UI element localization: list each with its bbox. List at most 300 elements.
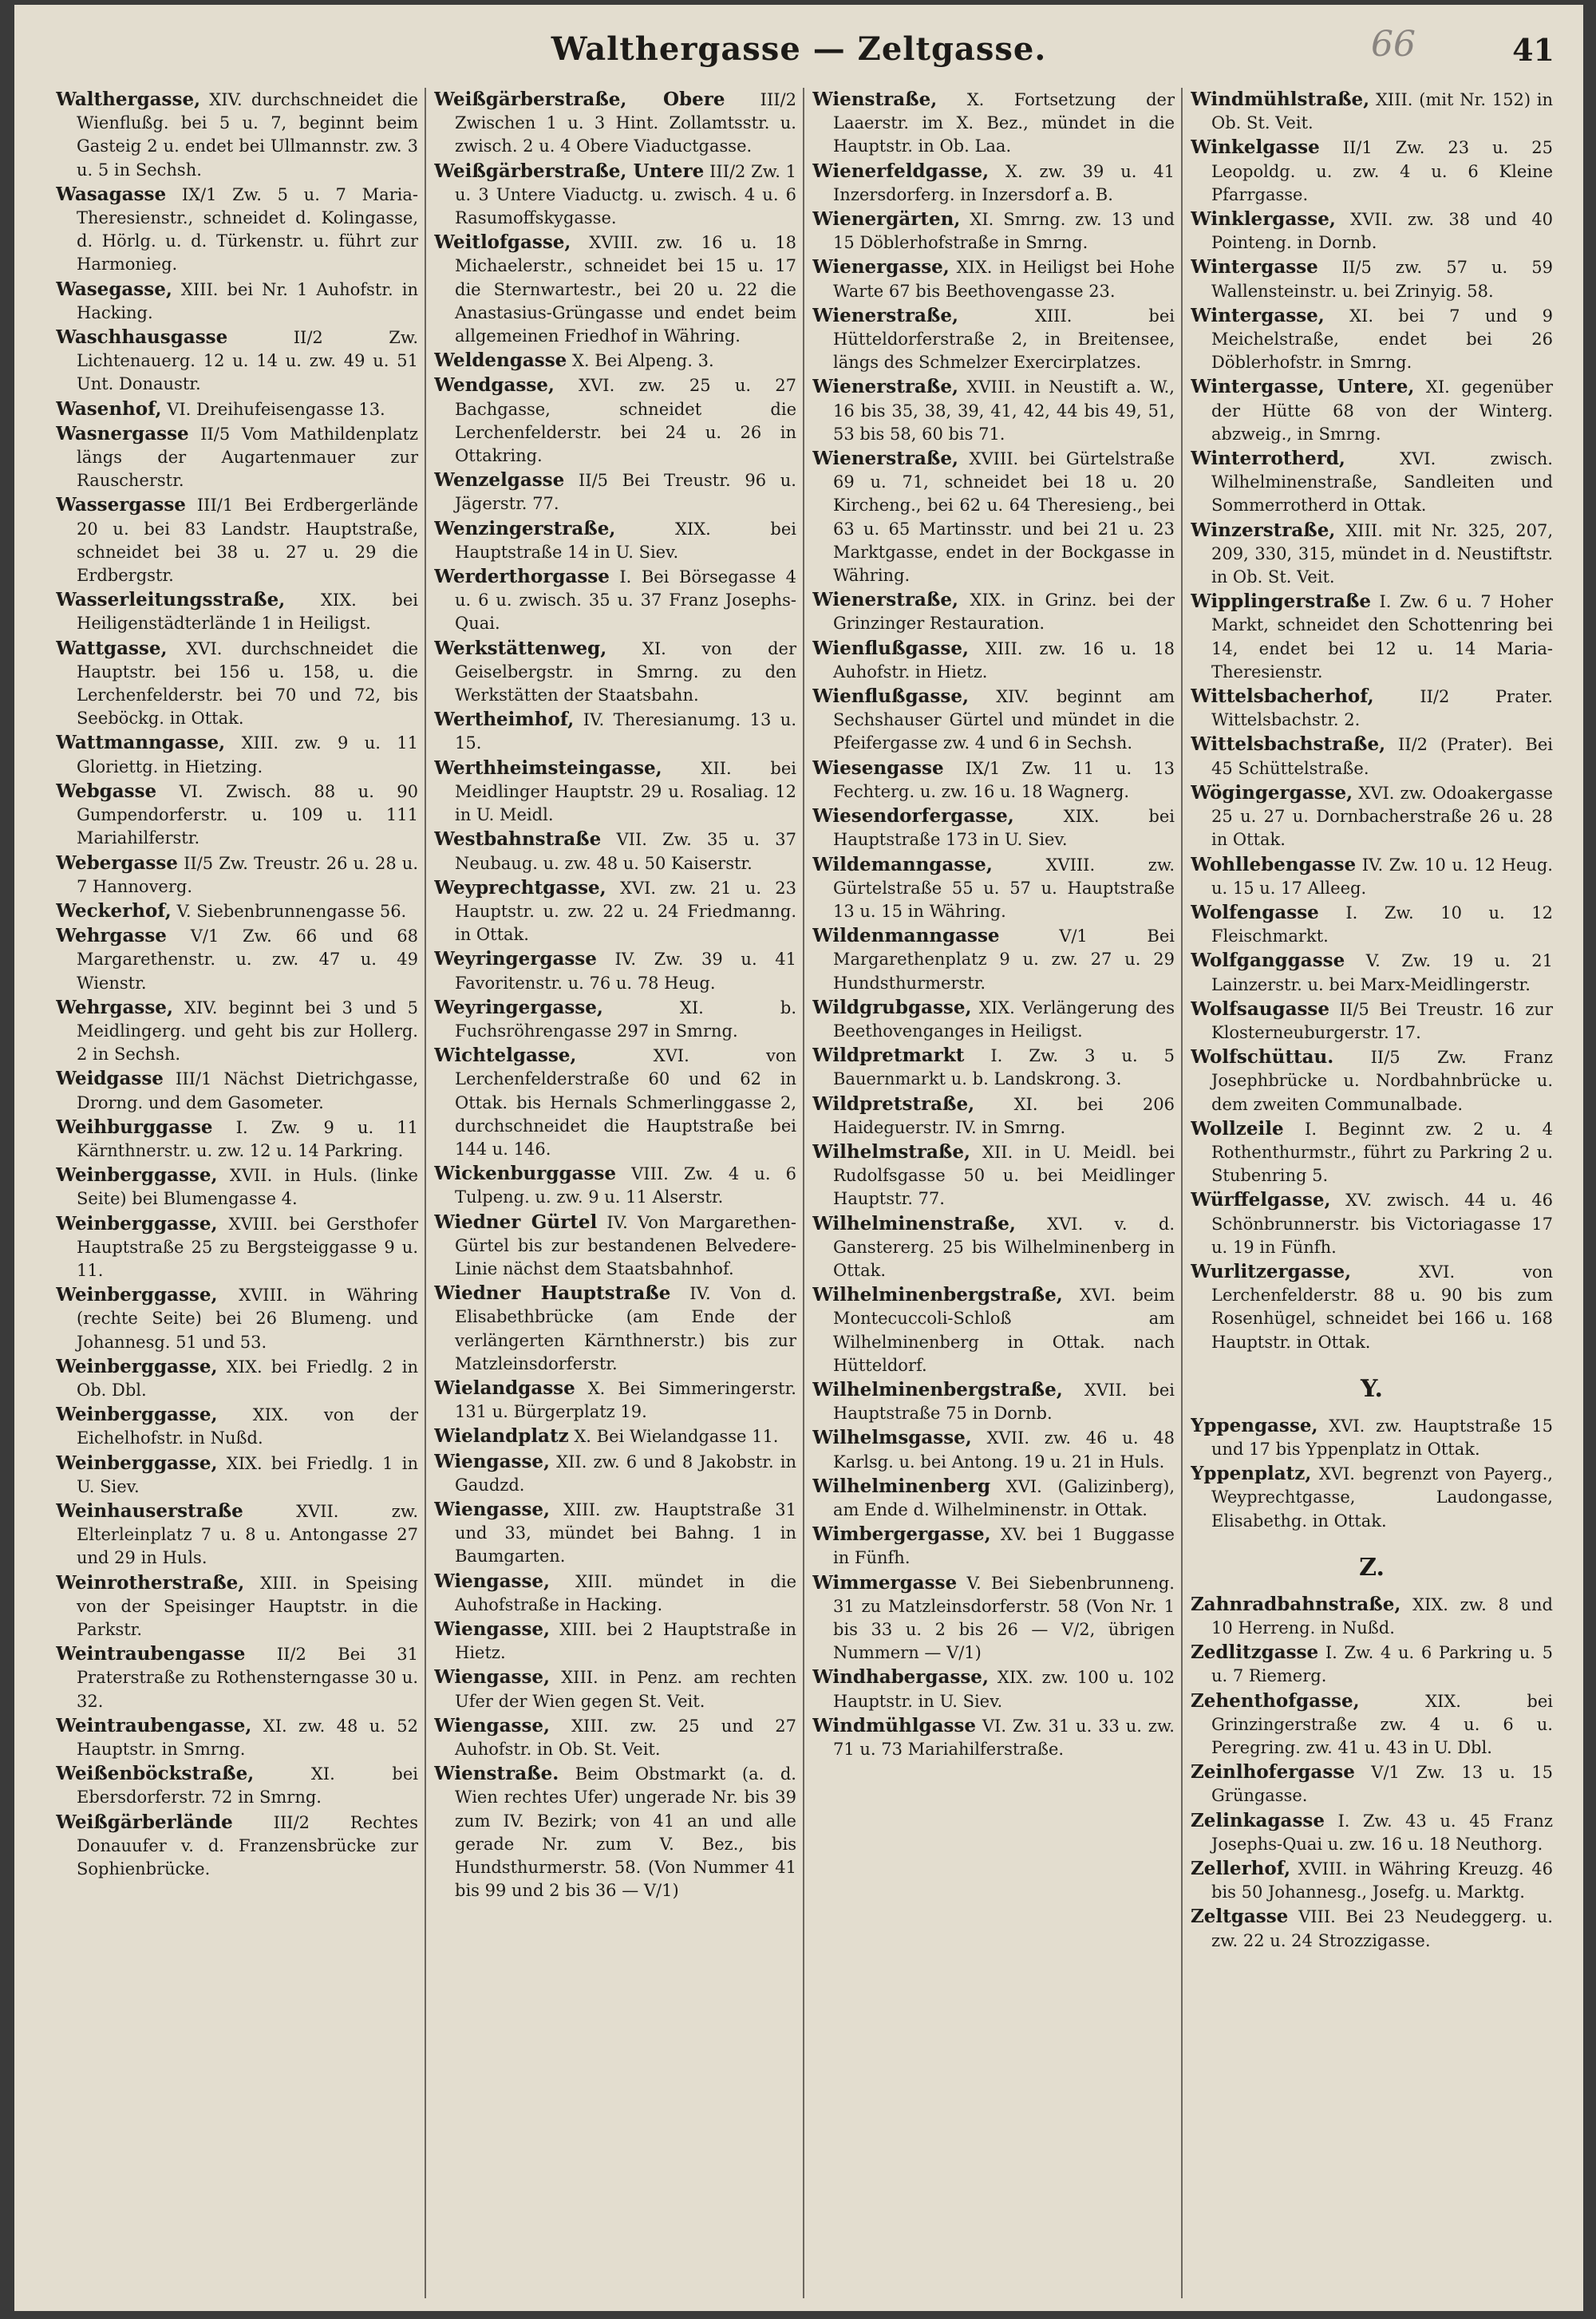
street-description: XIX. zw. 8 und 10 Herreng. in Nußd. [1211,1594,1553,1638]
street-name: Weißgärberstraße, Untere [434,160,705,182]
street-description: IV. Zw. 10 u. 12 Heug. u. 15 u. 17 Alleeg. [1211,855,1553,898]
street-description: XVII. bei Hauptstraße 75 in Dornb. [833,1380,1175,1424]
street-entry [434,996,796,1043]
street-name: Wildpretstraße, [812,1092,975,1115]
street-entry [812,757,1175,804]
street-entry [56,1499,418,1570]
street-entry [1191,255,1553,302]
street-name: Wasserleitungsstraße, [56,589,286,611]
street-description: II/1 Zw. 23 u. 25 Leopoldg. u. zw. 4 u. 6 Kleine Pfarrgasse. [1211,138,1553,204]
street-description: XIII. zw. 16 u. 18 Auhofstr. in Hietz. [833,638,1175,681]
street-name: Weihburggasse [56,1116,213,1138]
street-entry [434,947,796,994]
street-entry [56,1642,418,1713]
street-description: X. Fortsetzung der Laaerstr. im X. Bez., mündet in die Hauptstr. in Ob. Laa. [833,90,1175,156]
section-letter: Y. [1361,1374,1383,1403]
street-entry [812,1665,1175,1713]
street-description: III/2 Rechtes Donauufer v. d. Franzensbrücke zur Sophienbrücke. [77,1812,418,1879]
street-entry [434,1377,796,1424]
street-entry [434,160,796,231]
street-name: Wolfschüttau. [1191,1046,1334,1069]
street-name: Windhabergasse, [812,1666,989,1689]
street-description: XI. gegenüber der Hütte 68 von der Winterg. abzweig., in Smrng. [1211,377,1553,444]
street-name: Wittelsbachstraße, [1191,733,1386,756]
street-entry [56,1283,418,1354]
street-description: IV. Von Margarethen-Gürtel bis zur bestandenen Belvedere-Linie nächst dem Staatsbahnhof. [455,1212,796,1278]
street-description: XI. von der Geiselbergstr. in Smrng. zu den Werkstätten der Staatsbahn. [455,638,796,705]
street-description: XVII. zw. 46 u. 48 Karlsg. u. bei Antong. 19 u. 21 in Huls. [833,1428,1175,1472]
street-description: XVI. zw. 25 u. 27 Bachgasse, schneidet die Lerchenfelderstr. bei 24 u. 26 in Ottakring. [455,376,796,466]
street-description: XII. zw. 6 und 8 Jakobstr. in Gaudzd. [455,1452,796,1495]
street-entry [56,1067,418,1114]
street-description: XIII. bei Nr. 1 Auhofstr. in Hacking. [77,279,418,322]
street-name: Waschhausgasse [56,326,228,349]
street-description: I. Bei Börsegasse 4 u. 6 u. zwisch. 35 u. 37 Franz Josephs-Quai. [455,567,796,634]
street-entry [56,493,418,587]
street-name: Wienerstraße, [812,304,958,326]
street-entry [1191,1188,1553,1259]
street-name: Wienstraße. [434,1763,559,1785]
street-description: XIX. bei Friedlg. 2 in Ob. Dbl. [77,1357,418,1400]
street-name: Wiengasse, [434,1570,551,1592]
street-description: II/5 Vom Mathildenplatz längs der Augartenmauer zur Rauscherstr. [77,424,418,491]
street-name: Wildemanngasse, [812,853,993,875]
section-letter: Z. [1359,1553,1385,1582]
street-entry [812,1140,1175,1211]
street-entry [434,1618,796,1665]
street-name: Wilhelminenberg [812,1475,991,1497]
street-name: Wollzeile [1191,1117,1284,1140]
street-description: III/1 Nächst Dietrichgasse, Drorng. und dem Gasometer. [77,1069,418,1112]
street-description: II/2 Bei 31 Praterstraße zu Rothensterngasse 30 u. 32. [77,1645,418,1711]
street-entry [1191,1117,1553,1188]
street-entry [434,637,796,708]
page-header [14,21,1583,77]
street-name: Walthergasse, [56,89,201,110]
street-entry [434,1450,796,1497]
street-name: Wiesengasse [812,757,944,779]
street-entry [434,349,796,373]
street-name: Wenzelgasse [434,469,565,492]
street-entry [812,1714,1175,1761]
street-description: XVI. beim Montecuccoli-Schloß am Wilhelminenberg in Ottak. nach Hütteldorf. [833,1286,1175,1375]
street-entry [812,588,1175,635]
street-entry [812,304,1175,375]
street-entry [434,1044,796,1161]
street-description: IX/1 Zw. 11 u. 13 Fechterg. u. zw. 16 u. 18 Wagnerg. [833,758,1175,801]
street-name: Wienergärten, [812,208,961,231]
street-description: XIII. in Penz. am rechten Ufer der Wien gegen St. Veit. [455,1668,796,1711]
street-name: Wichtelgasse, [434,1045,577,1067]
street-description: XII. bei Meidlinger Hauptstr. 29 u. Rosaliag. 12 in U. Meidl. [455,758,796,825]
street-name: Wintergasse [1191,256,1318,279]
street-description: XVI. v. d. Ganstererg. 25 bis Wilhelminenberg in Ottak. [833,1214,1175,1280]
street-entry [1191,853,1553,900]
street-description: XII. in U. Meidl. bei Rudolfsgasse 50 u. bei Meidlinger Hauptstr. 77. [833,1142,1175,1209]
street-name: Wickenburggasse [434,1163,616,1185]
street-name: Wasegasse, [56,278,172,300]
street-name: Wassergasse [56,494,186,516]
street-entry [1191,1045,1553,1116]
street-name: Webergasse [56,851,178,874]
column-3 [812,88,1183,2298]
street-name: Weitlofgasse, [434,231,571,254]
street-description: I. Zw. 4 u. 6 Parkring u. 5 u. 7 Riemerg. [1211,1643,1553,1686]
street-description: Beim Obstmarkt (a. d. Wien rechtes Ufer) ungerade Nr. bis 39 zum IV. Bezirk; von 41 an und alle gerade Nr. zum V. Bez., bis Hundsthurmerstr. 58. (Von Nummer 41 bis 99 und 2 bis 36 — V/1) [455,1764,796,1901]
street-description: I. Zw. 6 u. 7 Hoher Markt, schneidet den Schottenring bei 14, endet bei 12 u. 14 Maria-Theresienstr. [1211,592,1553,681]
street-description: XIV. beginnt am Sechshauser Gürtel und mündet in die Pfeifergasse zw. 4 und 6 in Sechsh. [833,687,1175,753]
street-entry [812,1378,1175,1425]
street-name: Wasagasse [56,183,167,205]
street-name: Wolfganggasse [1191,950,1345,972]
street-description: XV. zwisch. 44 u. 46 Schönbrunnerstr. bis Victoriagasse 17 u. 19 in Fünfh. [1211,1191,1553,1257]
street-description: VIII. Bei 23 Neudeggerg. u. zw. 22 u. 24 Strozzigasse. [1211,1907,1553,1950]
street-entry [812,1212,1175,1283]
street-name: Wienerstraße, [812,376,958,398]
street-entry [1191,1414,1553,1461]
street-name: Wattgasse, [56,637,168,659]
street-description: XIII. mit Nr. 325, 207, 209, 330, 315, mündet in d. Neustiftstr. in Ob. St. Veit. [1211,520,1553,587]
street-description: V/1 Zw. 13 u. 15 Grüngasse. [1211,1763,1553,1806]
street-name: Wilhelminenbergstraße, [812,1378,1063,1400]
street-entry [1191,901,1553,948]
street-name: Webgasse [56,780,157,802]
street-entry [56,924,418,995]
street-entry [1191,1462,1553,1533]
street-name: Windmühlstraße, [1191,89,1370,110]
street-description: XVII. zw. 38 und 40 Pointeng. in Dornb. [1211,210,1553,253]
street-entry [434,565,796,636]
street-description: X. zw. 39 u. 41 Inzersdorferg. in Inzersdorf a. B. [833,161,1175,204]
street-name: Wenzingerstraße, [434,517,616,539]
street-entry [812,375,1175,446]
street-name: Wertheimhof, [434,709,575,731]
street-entry [812,1523,1175,1570]
street-description: IV. Von d. Elisabethbrücke (am Ende der verlängerten Kärnthnerstr.) bis zur Matzleinsdorferstr. [455,1284,796,1373]
street-description: XV. bei 1 Buggasse in Fünfh. [833,1525,1175,1568]
street-entry [812,1475,1175,1522]
street-description: XVI. zw. Hauptstraße 15 und 17 bis Yppenplatz in Ottak. [1211,1416,1553,1459]
street-description: II/5 Bei Treustr. 16 zur Klosterneuburgerstr. 17. [1211,999,1553,1042]
street-name: Wasnergasse [56,422,189,444]
street-name: Wildgrubgasse, [812,996,972,1018]
street-name: Weckerhof, [56,899,172,922]
street-entry [434,231,796,348]
street-description: XVIII. in Neustift a. W., 16 bis 35, 38, 39, 41, 42, 44 bis 49, 51, 53 bis 58, 60 bis 71. [833,377,1175,444]
street-name: Weldengasse [434,350,567,372]
street-name: Wehrgasse [56,925,167,947]
street-name: Wintergasse, Untere, [1191,376,1415,398]
street-name: Werthheimsteingasse, [434,757,662,779]
street-name: Zahnradbahnstraße, [1191,1593,1401,1615]
street-name: Werkstättenweg, [434,637,607,659]
street-directory-columns [56,88,1559,2298]
street-description: II/5 Bei Treustr. 96 u. Jägerstr. 77. [455,471,796,514]
street-name: Weidgasse [56,1068,164,1090]
street-name: Wienstraße, [812,89,938,110]
street-name: Zehenthofgasse, [1191,1689,1360,1712]
street-description: XVI. begrenzt von Payerg., Weyprechtgasse, Laudongasse, Elisabethg. in Ottak. [1211,1464,1553,1531]
street-entry [434,88,796,159]
street-description: II/2 (Prater). Bei 45 Schüttelstraße. [1211,735,1553,778]
street-description: XIX. bei Friedlg. 1 in U. Siev. [77,1453,418,1496]
street-entry [812,1426,1175,1473]
street-entry [56,1403,418,1450]
street-name: Winterrotherd, [1191,448,1345,470]
street-description: XIII. (mit Nr. 152) in Ob. St. Veit. [1211,90,1553,133]
street-description: XVI. durchschneidet die Hauptstr. bei 156 u. 158, u. die Lerchenfelderstr. bei 70 und 72, bis Seeböckg. in Ottak. [77,638,418,729]
street-entry [1191,88,1553,135]
street-entry [812,255,1175,302]
column-1 [56,88,426,2298]
street-entry [1191,1760,1553,1807]
street-entry [812,637,1175,684]
street-description: XVI. (Galizinberg), am Ende d. Wilhelminenstr. in Ottak. [833,1476,1175,1519]
street-entry [434,828,796,875]
street-description: XI. bei 206 Haideguerstr. IV. in Smrng. [833,1094,1175,1137]
street-description: VI. Zw. 31 u. 33 u. zw. 71 u. 73 Mariahilferstraße. [833,1716,1175,1760]
street-name: Zeinlhofergasse [1191,1761,1355,1784]
street-name: Wilhelminenstraße, [812,1212,1016,1235]
street-description: III/1 Bei Erdbergerlände 20 u. bei 83 Landstr. Hauptstraße, schneidet bei 38 u. 27 u. 29 die Erdbergstr. [77,496,418,586]
street-entry [1191,733,1553,780]
street-name: Wildpretmarkt [812,1045,965,1067]
street-entry [812,1092,1175,1140]
street-entry [56,326,418,397]
street-entry [1191,1689,1553,1760]
street-description: V/1 Bei Margarethenplatz 9 u. zw. 27 u. 29 Hundsthurmerstr. [833,926,1175,993]
street-entry [434,708,796,755]
street-name: Weinberggasse, [56,1404,218,1426]
street-entry [434,1162,796,1209]
street-name: Wolfengasse [1191,901,1319,923]
street-entry [1191,136,1553,207]
street-description: II/2 Zw. Lichtenauerg. 12 u. 14 u. zw. 49 u. 51 Unt. Donaustr. [77,328,418,394]
street-description: XIX. in Grinz. bei der Grinzinger Restauration. [833,591,1175,634]
street-description: XVIII. bei Gersthofer Hauptstraße 25 zu Bergsteiggasse 9 u. 11. [77,1214,418,1280]
street-name: Wattmanngasse, [56,732,226,754]
running-title: Walthergasse — Zeltgasse. [551,30,1047,68]
street-name: Wienerstraße, [812,589,958,611]
street-description: III/2 Zwischen 1 u. 3 Hint. Zollamtsstr. u. zwisch. 2 u. 4 Obere Viaductgasse. [455,90,796,156]
street-description: XIX. bei Hauptstraße 14 in U. Siev. [455,519,796,562]
street-description: I. Beginnt zw. 2 u. 4 Rothenthurmstr., führt zu Parkring 2 u. Stubenring 5. [1211,1119,1553,1186]
street-entry [812,924,1175,995]
street-entry [56,637,418,731]
street-entry [56,1163,418,1211]
street-entry [56,1452,418,1499]
street-entry [434,468,796,516]
street-name: Wiengasse, [434,1498,551,1520]
street-entry [1191,685,1553,732]
street-description: VI. Dreihufeisengasse 13. [167,399,385,419]
street-name: Wienerfeldgasse, [812,160,990,182]
street-entry [434,1282,796,1376]
street-entry [434,1498,796,1569]
street-description: XIII. bei 2 Hauptstraße in Hietz. [455,1620,796,1663]
street-name: Weintraubengasse, [56,1714,252,1736]
street-description: XVIII. in Währing Kreuzg. 46 bis 50 Johannesg., Josefg. u. Marktg. [1211,1859,1553,1902]
street-description: XVIII. bei Gürtelstraße 69 u. 71, schneidet bei 18 u. 20 Kircheng., bei 62 u. 64 Theresieng., bei 63 u. 65 Martinsstr. und bei 21 u. 23 Marktgasse, endet in der Bockgasse in Währing. [833,449,1175,586]
street-description: II/5 zw. 57 u. 59 Wallensteinstr. u. bei Zrinyig. 58. [1211,258,1553,301]
street-name: Wohllebengasse [1191,853,1357,875]
street-name: Weintraubengasse [56,1643,246,1665]
street-name: Wienflußgasse, [812,637,969,659]
street-description: X. Bei Wielandgasse 11. [574,1427,779,1447]
street-name: Weyprechtgasse, [434,876,606,899]
street-description: XIV. beginnt bei 3 und 5 Meidlingerg. und geht bis zur Hollerg. 2 in Sechsh. [77,998,418,1065]
street-entry [812,207,1175,255]
street-name: Wögingergasse, [1191,781,1353,804]
street-description: V. Zw. 19 u. 21 Lainzerstr. u. bei Marx-Meidlingerstr. [1211,951,1554,994]
street-entry [812,853,1175,924]
street-name: Yppenplatz, [1191,1463,1312,1485]
street-description: XVIII. zw. Gürtelstraße 55 u. 57 u. Hauptstraße 13 u. 15 in Währing. [833,855,1175,921]
street-description: VI. Zwisch. 88 u. 90 Gumpendorferstr. u. 109 u. 111 Mariahilferstr. [77,781,418,848]
street-name: Wienflußgasse, [812,685,969,708]
street-entry [56,1116,418,1163]
street-name: Weinberggasse, [56,1452,218,1474]
street-name: Wendgasse, [434,374,555,397]
street-description: VIII. Zw. 4 u. 6 Tulpeng. u. zw. 9 u. 11 Alserstr. [455,1164,796,1207]
street-entry [56,1811,418,1882]
street-name: Wurlitzergasse, [1191,1260,1352,1282]
street-description: II/2 Prater. Wittelsbachstr. 2. [1211,687,1553,730]
street-entry [812,996,1175,1043]
street-name: Wimbergergasse, [812,1523,991,1546]
street-description: XVIII. zw. 16 u. 18 Michaelerstr., schneidet bei 15 u. 17 die Sternwartestr., bei 20 u. 22 die Anastasius-Grüngasse und endet beim allgemeinen Friedhof in Währing. [455,233,796,346]
street-name: Zelinkagasse [1191,1809,1325,1831]
street-description: XVII. in Huls. (linke Seite) bei Blumengasse 4. [77,1166,418,1209]
street-entry [1191,1809,1553,1856]
street-name: Weinberggasse, [56,1355,218,1377]
street-entry [56,780,418,851]
street-entry [812,804,1175,851]
street-description: XIX. zw. 100 u. 102 Hauptstr. in U. Siev. [833,1668,1175,1711]
street-name: Wimmergasse [812,1571,958,1594]
page-number: 41 [1512,32,1555,68]
street-description: XVI. zw. 21 u. 23 Hauptstr. u. zw. 22 u. 24 Friedmanng. in Ottak. [455,878,796,945]
street-name: Weinhauserstraße [56,1499,243,1522]
street-entry [434,373,796,468]
street-entry [56,397,418,421]
street-entry [1191,1905,1553,1952]
street-name: Wiedner Gürtel [434,1211,598,1233]
street-entry [434,517,796,564]
street-description: XIX. Verlängerung des Beethovenganges in Heiligst. [833,998,1175,1041]
street-entry [1191,590,1553,684]
street-entry [1191,1593,1553,1640]
street-name: Wiengasse, [434,1618,551,1640]
street-description: X. Bei Alpeng. 3. [571,351,714,371]
street-entry [1191,375,1553,446]
street-name: Weinberggasse, [56,1164,218,1187]
street-name: Weißgärberlände [56,1811,233,1833]
street-name: Wintergasse, [1191,304,1325,326]
street-description: V. Siebenbrunnengasse 56. [176,901,407,921]
street-name: Winkelgasse [1191,136,1320,159]
street-name: Zellerhof, [1191,1858,1291,1880]
street-description: IX/1 Zw. 5 u. 7 Maria-Theresienstr., schneidet d. Kolingasse, d. Hörlg. u. d. Türkenstr. u. führt zur Harmonieg. [77,184,419,275]
street-name: Werderthorgasse [434,566,610,588]
street-description: XIV. durchschneidet die Wienflußg. bei 5 u. 7, beginnt beim Gasteig 2 u. endet bei Ullmannstr. zw. 3 u. 5 in Sechsh. [77,90,418,180]
street-name: Wilhelminenbergstraße, [812,1284,1063,1306]
street-description: XIX. von der Eichelhofstr. in Nußd. [77,1405,418,1448]
street-name: Wipplingerstraße [1191,591,1372,613]
street-name: Wielandplatz [434,1425,569,1448]
street-entry [1191,1260,1553,1354]
street-name: Westbahnstraße [434,828,602,851]
street-description: XIII. zw. Hauptstraße 31 und 33, mündet bei Bahng. 1 in Baumgarten. [455,1499,796,1566]
street-entry [812,1571,1175,1665]
street-description: II/5 Zw. Franz Josephbrücke u. Nordbahnbrücke u. dem zweiten Communalbade. [1211,1048,1553,1114]
street-name: Wehrgasse, [56,996,173,1018]
street-name: Wittelsbacherhof, [1191,685,1374,708]
handwritten-note: 66 [1371,24,1416,65]
street-description: XI. bei 7 und 9 Meichelstraße, endet bei 26 Döblerhofstr. in Smrng. [1211,306,1553,373]
street-entry [1191,1857,1553,1904]
street-description: I. Zw. 10 u. 12 Fleischmarkt. [1211,903,1553,946]
street-name: Wiedner Hauptstraße [434,1282,671,1305]
street-description: XIX. bei Grinzingerstraße zw. 4 u. 6 u. Peregring. zw. 41 u. 43 in U. Dbl. [1211,1691,1553,1757]
street-description: X. Bei Simmeringerstr. 131 u. Bürgerplatz 19. [455,1378,796,1422]
street-description: XVII. zw. Elterleinplatz 7 u. 8 u. Antongasse 27 und 29 in Huls. [77,1501,418,1568]
street-name: Weyringergasse [434,948,597,970]
street-description: XIX. bei Hauptstraße 173 in U. Siev. [833,807,1175,850]
street-description: I. Zw. 43 u. 45 Franz Josephs-Quai u. zw. 16 u. 18 Neuthorg. [1211,1811,1553,1854]
street-description: I. Zw. 3 u. 5 Bauernmarkt u. b. Landskrong. 3. [833,1046,1175,1089]
street-name: Wilhelmsgasse, [812,1427,972,1449]
street-entry [812,447,1175,587]
street-name: Wiesendorfergasse, [812,805,1014,828]
street-entry [1191,998,1553,1045]
street-entry [56,278,418,325]
street-entry [434,1211,796,1282]
column-2 [434,88,804,2298]
street-name: Weißenböckstraße, [56,1763,255,1785]
street-entry [56,88,418,182]
street-name: Zeltgasse [1191,1906,1289,1928]
street-entry [56,1571,418,1642]
street-description: XIII. in Speising von der Speisinger Hauptstr. in die Parkstr. [77,1573,418,1639]
street-entry [1191,304,1553,375]
street-name: Zedlitzgasse [1191,1641,1319,1664]
street-entry [434,876,796,947]
street-entry [434,1665,796,1713]
street-name: Weinberggasse, [56,1212,218,1235]
street-entry [56,1714,418,1761]
street-entry [56,1355,418,1402]
street-description: XVI. von Lerchenfelderstr. 88 u. 90 bis zum Rosenhügel, schneidet bei 166 u. 168 Hauptstr. in Ottak. [1211,1262,1553,1352]
street-entry [1191,949,1553,996]
street-entry [812,160,1175,207]
street-name: Wienergasse, [812,256,950,279]
street-description: XI. bei Ebersdorferstr. 72 in Smrng. [77,1764,418,1807]
street-description: XI. Smrng. zw. 13 und 15 Döblerhofstraße in Smrng. [833,210,1175,253]
street-description: XIII. mündet in die Auhofstraße in Hacking. [455,1571,796,1614]
street-name: Yppengasse, [1191,1414,1318,1436]
street-name: Wolfsaugasse [1191,998,1330,1020]
street-description: XIII. bei Hütteldorferstraße 2, in Breitensee, längs des Schmelzer Exercirplatzes. [833,306,1175,373]
street-entry [56,731,418,778]
street-name: Wildenmanngasse [812,925,1000,947]
street-entry [1191,781,1553,852]
street-entry [812,1044,1175,1091]
street-description: V/1 Zw. 66 und 68 Margarethenstr. u. zw. 47 u. 49 Wienstr. [77,926,418,993]
street-name: Weißgärberstraße, Obere [434,89,725,110]
street-entry [434,1714,796,1761]
street-entry [812,88,1175,159]
